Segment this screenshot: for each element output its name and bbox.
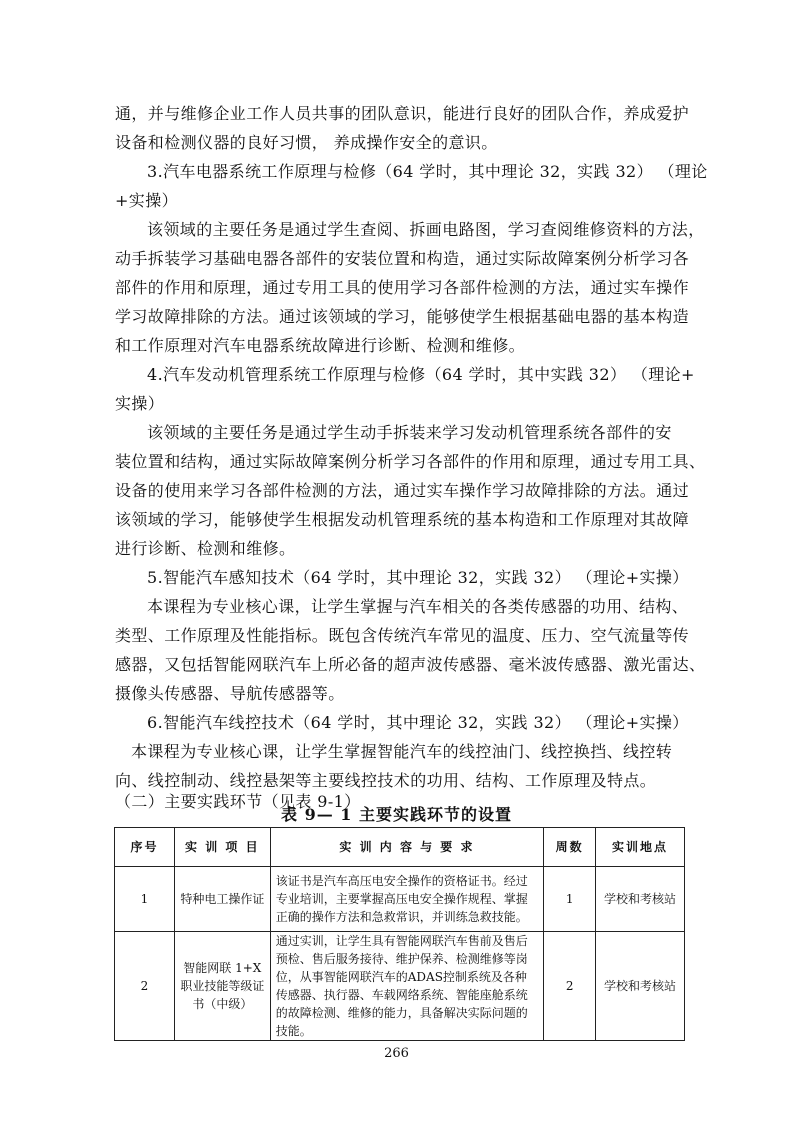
text-line: 设备的使用来学习各部件检测的方法，通过实车操作学习故障排除的方法。通过 — [115, 481, 690, 500]
text-line: 该领域的主要任务是通过学生动手拆装来学习发动机管理系统各部件的安 — [147, 423, 672, 442]
cell-weeks: 2 — [544, 932, 596, 1041]
text-line: 类型、工作原理及性能指标。既包含传统汽车常见的温度、压力、空气流量等传 — [115, 626, 690, 645]
text-line: 6.智能汽车线控技术（64 学时，其中理论 32，实践 32） （理论+实操） — [147, 713, 689, 732]
text-line: 4.汽车发动机管理系统工作原理与检修（64 学时，其中实践 32） （理论+ — [147, 365, 695, 384]
text-line: 本课程为专业核心课，让学生掌握智能汽车的线控油门、线控换挡、线控转 — [131, 742, 673, 761]
cell-no: 1 — [115, 867, 175, 932]
practice-table — [114, 827, 685, 1041]
text-line: 摄像头传感器、导航传感器等。 — [115, 684, 345, 703]
text-line: 本课程为专业核心课，让学生掌握与汽车相关的各类传感器的功用、结构、 — [147, 597, 689, 616]
cell-location: 学校和考核站 — [596, 867, 685, 932]
text-line: 感器，又包括智能网联汽车上所必备的超声波传感器、毫米波传感器、激光雷达、 — [115, 655, 706, 674]
table-row — [115, 867, 685, 932]
text-line: 通，并与维修企业工作人员共事的团队意识，能进行良好的团队合作，养成爱护 — [115, 104, 690, 123]
cell-project: 特种电工操作证 — [174, 867, 270, 932]
text-line: 实操） — [115, 394, 165, 413]
section-heading: （二）主要实践环节（见表 9-1） — [115, 792, 361, 811]
cell-no: 2 — [115, 932, 175, 1041]
header-weeks: 周数 — [544, 828, 596, 867]
header-content: 实 训 内 容 与 要 求 — [270, 828, 543, 867]
text-line: 3.汽车电器系统工作原理与检修（64 学时，其中理论 32，实践 32） （理论 — [147, 162, 708, 181]
page-number: 266 — [384, 1046, 409, 1061]
header-project: 实 训 项 目 — [174, 828, 270, 867]
table-header-row — [115, 828, 685, 867]
text-line: 该领域的主要任务是通过学生查阅、拆画电路图，学习查阅维修资料的方法， — [147, 220, 705, 239]
header-no: 序号 — [115, 828, 175, 867]
table-caption: 表 9— 1 主要实践环节的设置 — [281, 805, 512, 824]
text-line: 学习故障排除的方法。通过该领域的学习，能够使学生根据基础电器的基本构造 — [115, 307, 690, 326]
text-line: 5.智能汽车感知技术（64 学时，其中理论 32，实践 32） （理论+实操） — [147, 568, 689, 587]
text-line: 设备和检测仪器的良好习惯， 养成操作安全的意识。 — [115, 133, 498, 152]
table-row — [115, 932, 685, 1041]
cell-location: 学校和考核站 — [596, 932, 685, 1041]
text-line: +实操） — [115, 191, 179, 210]
cell-weeks: 1 — [544, 867, 596, 932]
text-line: 和工作原理对汽车电器系统故障进行诊断、检测和维修。 — [115, 336, 526, 355]
text-line: 向、线控制动、线控悬架等主要线控技术的功用、结构、工作原理及特点。 — [115, 771, 657, 790]
cell-content: 该证书是汽车高压电安全操作的资格证书。经过专业培训，主要掌握高压电安全操作规程、掌握正确的操作方法和急救常识，并训练急救技能。 — [270, 867, 543, 932]
text-line: 进行诊断、检测和维修。 — [115, 539, 296, 558]
text-line: 装位置和结构，通过实际故障案例分析学习各部件的作用和原理，通过专用工具、 — [115, 452, 706, 471]
header-location: 实训地点 — [596, 828, 685, 867]
text-line: 动手拆装学习基础电器各部件的安装位置和构造，通过实际故障案例分析学习各 — [115, 249, 690, 268]
cell-project: 智能网联 1+X 职业技能等级证书（中级） — [174, 932, 270, 1041]
cell-content: 通过实训，让学生具有智能网联汽车售前及售后预检、售后服务接待、维护保养、检测维修等岗位，从事智能网联汽车的ADAS控制系统及各种传感器、执行器、车载网络系统、智能座舱系统的故障检测、维修的能力，具备解决实际问题的技能。 — [270, 932, 543, 1041]
text-line: 该领域的学习，能够使学生根据发动机管理系统的基本构造和工作原理对其故障 — [115, 510, 690, 529]
text-line: 部件的作用和原理，通过专用工具的使用学习各部件检测的方法，通过实车操作 — [115, 278, 690, 297]
